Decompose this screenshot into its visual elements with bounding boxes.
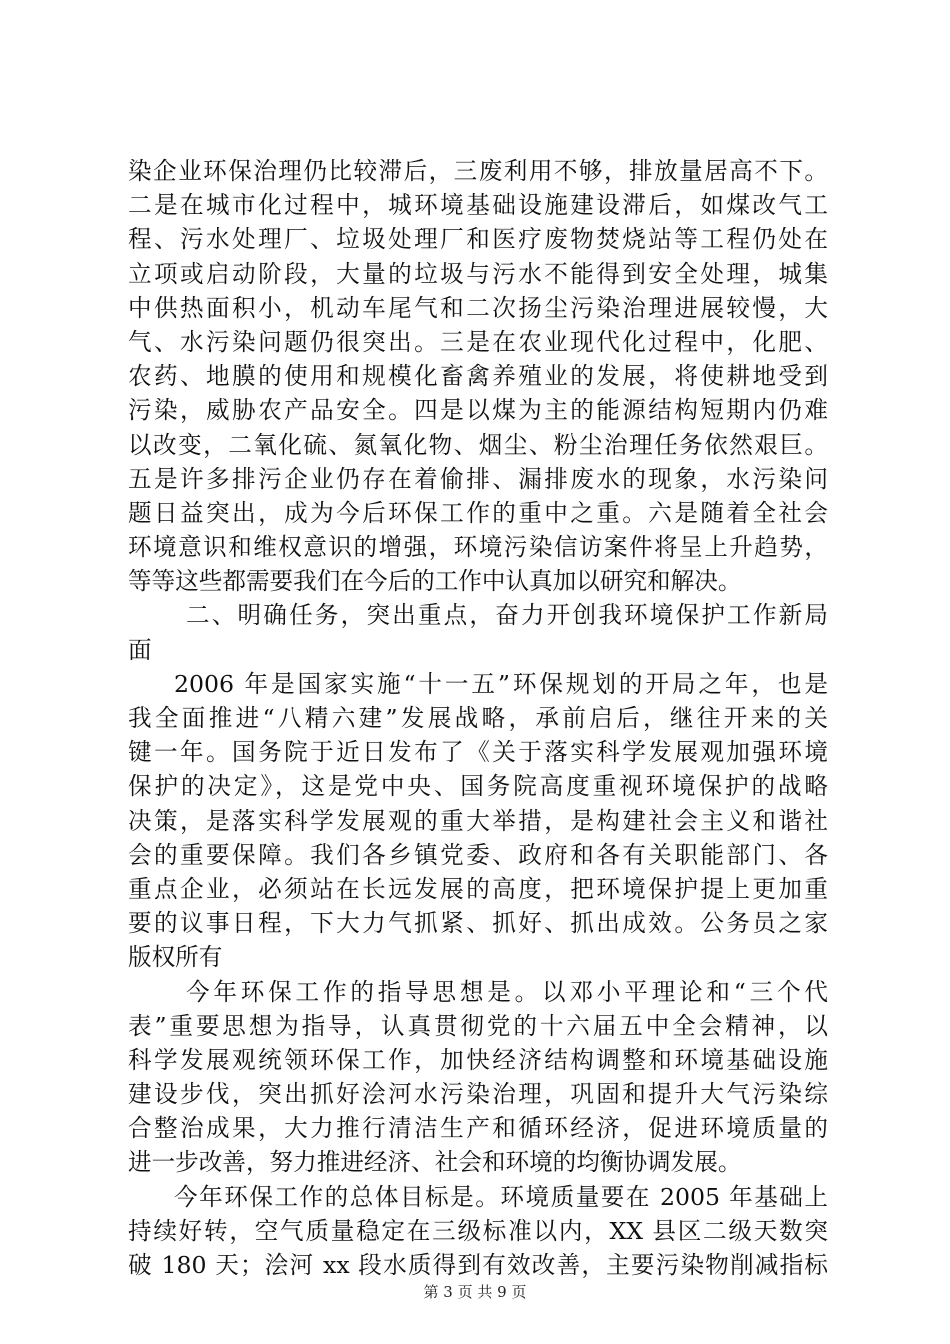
text-line: 合整治成果，大力推行清洁生产和循环经济，促进环境质量的	[128, 1114, 828, 1143]
text-line: 进一步改善，努力推进经济、社会和环境的均衡协调发展。	[128, 1148, 742, 1177]
text-line: 环境意识和维权意识的增强，环境污染信访案件将呈上升趋势，	[128, 533, 828, 562]
text-line: 表”重要思想为指导，认真贯彻党的十六届五中全会精神，以	[128, 1011, 828, 1040]
text-line: 键一年。国务院于近日发布了《关于落实科学发展观加强环境	[128, 738, 828, 767]
text-line: 今年环保工作的指导思想是。以邓小平理论和“三个代	[186, 977, 828, 1006]
text-line: 二、明确任务，突出重点，奋力开创我环境保护工作新局	[186, 601, 828, 630]
text-line: 染企业环保治理仍比较滞后，三废利用不够，排放量居高不下。	[128, 157, 828, 185]
text-line: 会的重要保障。我们各乡镇党委、政府和各有关职能部门、各	[128, 840, 828, 869]
paragraph	[128, 598, 828, 666]
text-line: 五是许多排污企业仍存在着偷排、漏排废水的现象，水污染问	[128, 464, 828, 493]
text-line: 题日益突出，成为今后环保工作的重中之重。六是随着全社会	[128, 498, 828, 527]
text-line: 气、水污染问题仍很突出。三是在农业现代化过程中，化肥、	[128, 327, 828, 356]
paragraph	[128, 154, 828, 598]
text-line: 重点企业，必须站在长远发展的高度，把环境保护提上更加重	[128, 874, 828, 903]
text-line: 以改变，二氧化硫、氮氧化物、烟尘、粉尘治理任务依然艰巨。	[128, 430, 828, 459]
text-line: 版权所有	[128, 943, 223, 972]
text-line: 破 180 天；浍河 xx 段水质得到有效改善，主要污染物削减指标	[128, 1251, 828, 1279]
text-line: 农药、地膜的使用和规模化畜禽养殖业的发展，将使耕地受到	[128, 362, 828, 391]
text-line: 保护的决定》，这是党中央、国务院高度重视环境保护的战略	[128, 772, 828, 801]
text-line: 科学发展观统领环保工作，加快经济结构调整和环境基础设施	[128, 1045, 828, 1074]
text-line: 程、污水处理厂、垃圾处理厂和医疗废物焚烧站等工程仍处在	[128, 225, 828, 254]
paragraph	[128, 667, 828, 975]
text-line: 决策，是落实科学发展观的重大举措，是构建社会主义和谐社	[128, 806, 828, 835]
page-footer: 第 3 页 共 9 页	[423, 1283, 527, 1301]
text-line: 持续好转，空气质量稳定在三级标准以内，XX 县区二级天数突	[128, 1216, 828, 1245]
text-line: 2006 年是国家实施“十一五”环保规划的开局之年，也是	[174, 669, 828, 698]
text-line: 面	[128, 635, 152, 664]
text-line: 今年环保工作的总体目标是。环境质量要在 2005 年基础上	[174, 1182, 828, 1211]
text-line: 中供热面积小，机动车尾气和二次扬尘污染治理进展较慢，大	[128, 293, 828, 322]
paragraph	[128, 975, 828, 1180]
text-line: 要的议事日程，下大力气抓紧、抓好、抓出成效。公务员之家	[128, 909, 828, 938]
text-line: 立项或启动阶段，大量的垃圾与污水不能得到安全处理，城集	[128, 259, 828, 288]
text-line: 建设步伐，突出抓好浍河水污染治理，巩固和提升大气污染综	[128, 1080, 828, 1109]
paragraph	[128, 1180, 828, 1283]
document-body	[128, 154, 828, 1282]
text-line: 污染，威胁农产品安全。四是以煤为主的能源结构短期内仍难	[128, 396, 828, 425]
text-line: 等等这些都需要我们在今后的工作中认真加以研究和解决。	[128, 567, 742, 596]
text-line: 我全面推进“八精六建”发展战略，承前启后，继往开来的关	[128, 704, 828, 732]
text-line: 二是在城市化过程中，城环境基础设施建设滞后，如煤改气工	[128, 191, 828, 220]
